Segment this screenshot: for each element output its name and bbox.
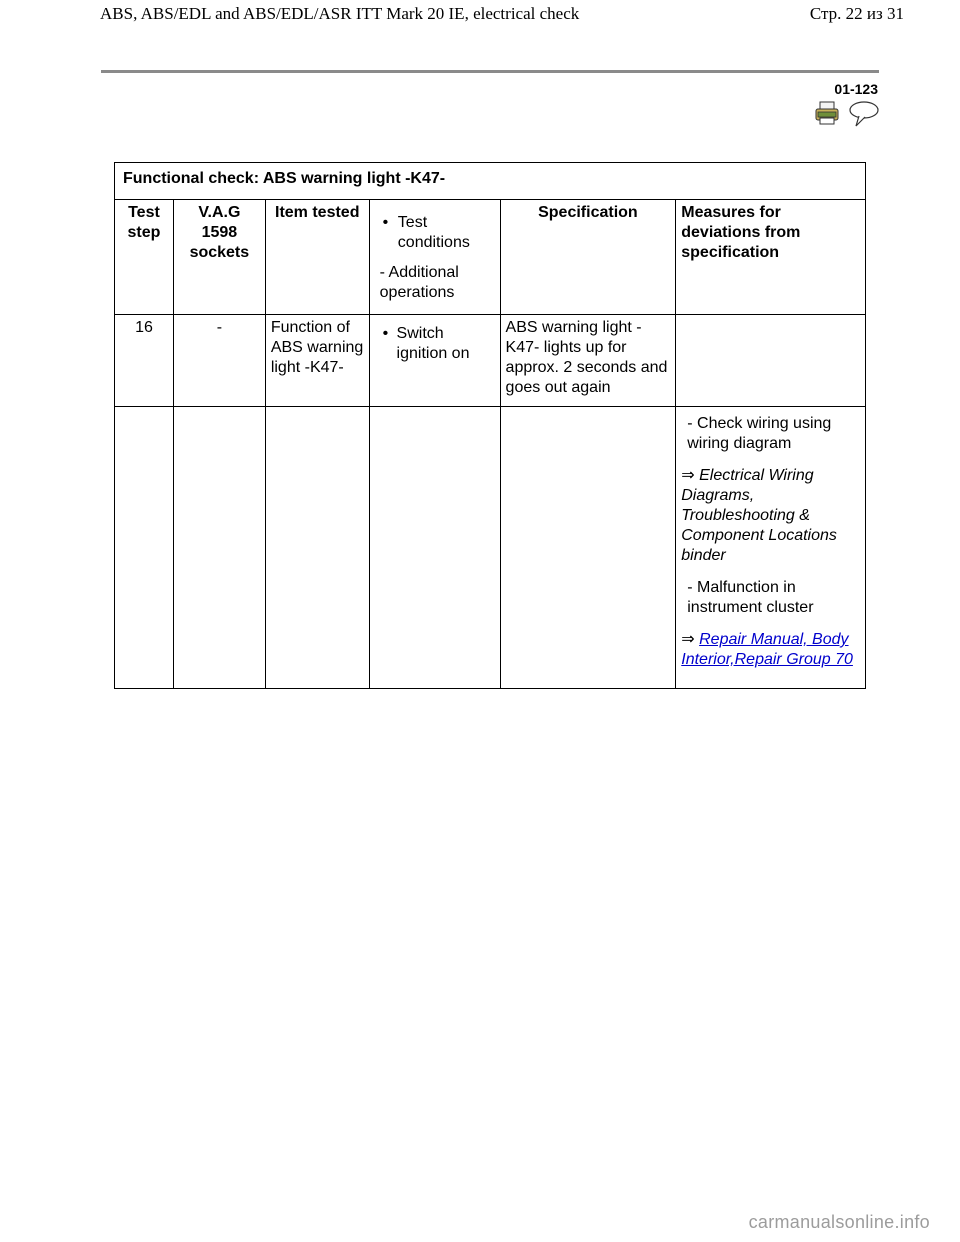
row-sockets: - <box>173 315 265 407</box>
row-specification: ABS warning light -K47- lights up for approx. 2 seconds and goes out again <box>500 315 676 407</box>
header-conditions <box>369 200 500 315</box>
header-measures: Measures for deviations from specification <box>676 200 866 315</box>
document-number: 01-123 <box>834 81 878 97</box>
header-specification: Specification <box>500 200 676 315</box>
empty-cell <box>500 407 676 689</box>
malfunction-text: - Malfunction in instrument cluster <box>687 579 814 616</box>
page-counter: Стр. 22 из 31 <box>809 4 904 23</box>
arrow-icon: ⇒ <box>681 467 695 484</box>
additional-operations-label: - Additional operations <box>379 264 459 301</box>
printer-icon[interactable] <box>814 100 840 126</box>
condition-text: Switch ignition on <box>396 325 470 362</box>
header-divider <box>101 70 879 73</box>
condition-bullet: • Switch ignition on <box>383 324 495 364</box>
repair-manual-reference <box>681 630 860 670</box>
watermark: carmanualsonline.info <box>748 1212 930 1232</box>
check-wiring-text: - Check wiring using wiring diagram <box>687 415 832 452</box>
conditions-label: Test conditions <box>397 214 470 251</box>
wiring-reference-text: Electrical Wiring Diagrams, Troubleshooting & Component Locations binder <box>681 467 837 564</box>
header-item-tested: Item tested <box>265 200 369 315</box>
wiring-diagram-reference <box>681 466 860 566</box>
row-measures <box>676 407 866 689</box>
empty-cell <box>173 407 265 689</box>
document-title: ABS, ABS/EDL and ABS/EDL/ASR ITT Mark 20 IE, electrical check <box>100 4 580 23</box>
row-item: Function of ABS warning light -K47- <box>265 315 369 407</box>
empty-cell <box>265 407 369 689</box>
table-row <box>115 315 866 407</box>
empty-cell <box>369 407 500 689</box>
table-title: Functional check: ABS warning light -K47- <box>115 163 866 200</box>
table-header-row <box>115 200 866 315</box>
toolbar-icons <box>814 100 880 130</box>
header-test-step: Test step <box>115 200 174 315</box>
row-measures-empty <box>676 315 866 407</box>
arrow-icon: ⇒ <box>681 631 695 648</box>
empty-cell <box>115 407 174 689</box>
row-conditions <box>369 315 500 407</box>
repair-manual-link[interactable]: Repair Manual, Body Interior,Repair Group 70 <box>681 631 853 668</box>
page-header <box>0 0 960 36</box>
table-row <box>115 407 866 689</box>
speech-bubble-icon[interactable] <box>848 100 880 128</box>
row-step: 16 <box>115 315 174 407</box>
functional-check-table <box>114 162 866 689</box>
header-vag-sockets: V.A.G 1598 sockets <box>173 200 265 315</box>
conditions-bullet: • Test conditions <box>383 213 495 253</box>
